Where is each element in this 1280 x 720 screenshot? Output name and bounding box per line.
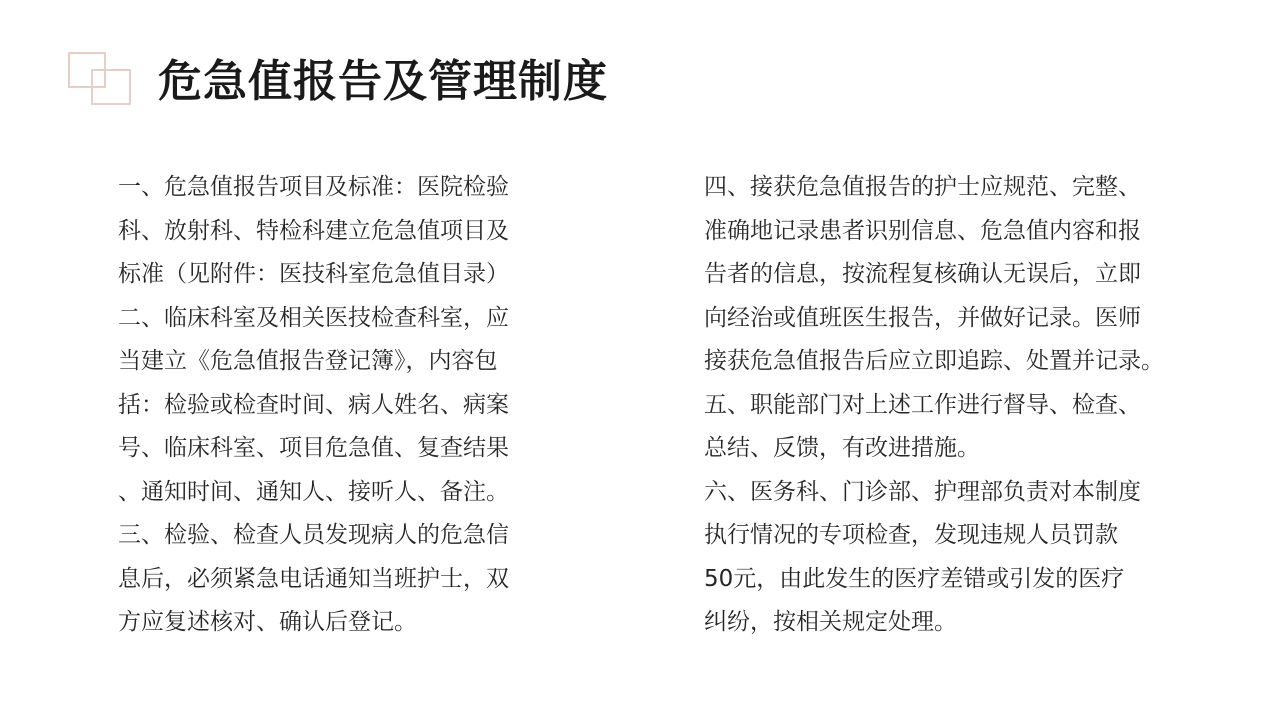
text-line: 息后，必须紧急电话通知当班护士，双 bbox=[118, 565, 509, 592]
text-line: 五、职能部门对上述工作进行督导、检查、 bbox=[704, 391, 1141, 418]
left-text-column bbox=[118, 166, 538, 645]
text-line: 括：检验或检查时间、病人姓名、病案 bbox=[118, 391, 509, 418]
text-line: 告者的信息，按流程复核确认无误后，立即 bbox=[704, 261, 1141, 287]
text-line: 接获危急值报告后应立即追踪、处置并记录。 bbox=[704, 348, 1164, 374]
text-line: 50元，由此发生的医疗差错或引发的医疗 bbox=[704, 565, 1125, 592]
text-line: 总结、反馈，有改进措施。 bbox=[704, 435, 980, 461]
text-line: 、通知时间、通知人、接听人、备注。 bbox=[118, 478, 509, 505]
right-text-column bbox=[704, 166, 1184, 645]
text-line: 六、医务科、门诊部、护理部负责对本制度 bbox=[704, 478, 1141, 505]
text-line: 号、临床科室、项目危急值、复查结果 bbox=[118, 435, 509, 461]
text-line: 执行情况的专项检查，发现违规人员罚款 bbox=[704, 522, 1118, 548]
text-line: 一、危急值报告项目及标准：医院检验 bbox=[118, 174, 509, 200]
text-line: 准确地记录患者识别信息、危急值内容和报 bbox=[704, 217, 1141, 244]
text-line: 四、接获危急值报告的护士应规范、完整、 bbox=[704, 174, 1141, 200]
text-line: 标准（见附件：医技科室危急值目录） bbox=[118, 261, 509, 287]
page-title: 危急值报告及管理制度 bbox=[158, 56, 608, 107]
text-line: 方应复述核对、确认后登记。 bbox=[118, 609, 417, 635]
text-line: 三、检验、检查人员发现病人的危急信 bbox=[118, 522, 509, 548]
title-decoration-squares-icon bbox=[68, 52, 132, 106]
text-line: 纠纷，按相关规定处理。 bbox=[704, 609, 957, 635]
text-line: 二、临床科室及相关医技检查科室，应 bbox=[118, 304, 509, 331]
text-line: 向经治或值班医生报告，并做好记录。医师 bbox=[704, 304, 1141, 331]
text-line: 当建立《危急值报告登记簿》，内容包 bbox=[118, 348, 498, 374]
text-line: 科、放射科、特检科建立危急值项目及 bbox=[118, 217, 509, 244]
